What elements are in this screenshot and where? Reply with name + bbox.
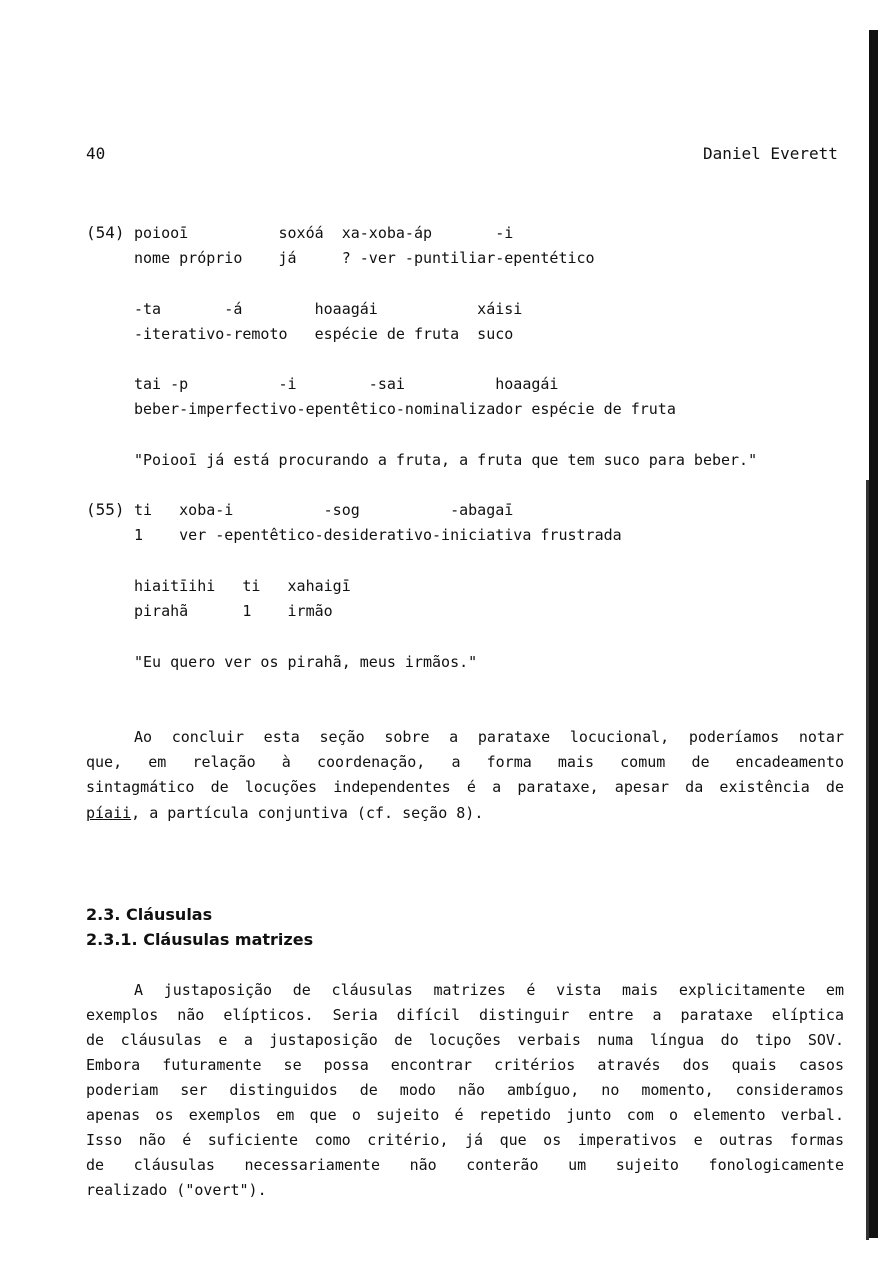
example-54-number: (54) (86, 223, 125, 242)
example-54-gloss-line-6: beber-imperfectivo-epentêtico-nominalizador espécie de fruta (134, 400, 676, 418)
page-number: 40 (86, 144, 106, 163)
subsection-heading: 2.3.1. Cláusulas matrizes (86, 930, 314, 949)
paragraph-2-line-3: de cláusulas e a justaposição de locuções verbais numa língua do tipo SOV. (86, 1031, 844, 1049)
paragraph-2-line-1: A justaposição de cláusulas matrizes é vista mais explicitamente em (134, 981, 844, 999)
paragraph-1-line-2: que, em relação à coordenação, a forma mais comum de encadeamento (86, 753, 844, 771)
example-55-gloss-line-4: pirahã 1 irmão (134, 602, 333, 620)
example-54-gloss-line-4: -iterativo-remoto espécie de fruta suco (134, 325, 514, 343)
example-54-translation: "Poiooī já está procurando a fruta, a fruta que tem suco para beber." (134, 451, 758, 469)
book-spine-shadow (869, 30, 878, 1238)
paragraph-2-line-8: de cláusulas necessariamente não conterão um sujeito fonologicamente (86, 1156, 844, 1174)
example-55-gloss-line-1: ti xoba-i -sog -abagaī (134, 501, 514, 519)
example-55-number: (55) (86, 500, 125, 519)
section-heading: 2.3. Cláusulas (86, 905, 213, 924)
example-55-gloss-line-2: 1 ver -epentêtico-desiderativo-iniciativa frustrada (134, 526, 622, 544)
paragraph-2-line-4: Embora futuramente se possa encontrar critérios através dos quais casos (86, 1056, 844, 1074)
example-54-gloss-line-1: poiooī soxóá xa-xoba-áp -i (134, 224, 514, 242)
example-55-translation: "Eu quero ver os pirahã, meus irmãos." (134, 653, 478, 671)
paragraph-2-line-9: realizado ("overt"). (86, 1181, 267, 1199)
book-spine-edge (866, 480, 869, 1240)
paragraph-1-line-3: sintagmático de locuções independentes é a parataxe, apesar da existência de (86, 778, 844, 796)
running-header-author: Daniel Everett (703, 144, 838, 163)
paragraph-1-line-4 (86, 803, 483, 823)
example-55-gloss-line-3: hiaitīihi ti xahaigī (134, 577, 351, 595)
example-54-gloss-line-3: -ta -á hoaagái xáisi (134, 300, 523, 318)
paragraph-2-line-5: poderiam ser distinguidos de modo não ambíguo, no momento, consideramos (86, 1081, 844, 1099)
paragraph-1-line-4-rest: , a partícula conjuntiva (cf. seção 8). (131, 804, 484, 822)
paragraph-2-line-7: Isso não é suficiente como critério, já que os imperativos e outras formas (86, 1131, 844, 1149)
paragraph-2-line-2: exemplos não elípticos. Seria difícil distinguir entre a parataxe elíptica (86, 1006, 844, 1024)
paragraph-2-line-6: apenas os exemplos em que o sujeito é repetido junto com o elemento verbal. (86, 1106, 844, 1124)
paragraph-1-line-1: Ao concluir esta seção sobre a parataxe locucional, poderíamos notar (134, 728, 844, 746)
term-piaii: píaii (86, 804, 132, 822)
example-54-gloss-line-5: tai -p -i -sai hoaagái (134, 375, 559, 393)
example-54-gloss-line-2: nome próprio já ? -ver -puntiliar-epentético (134, 249, 595, 267)
